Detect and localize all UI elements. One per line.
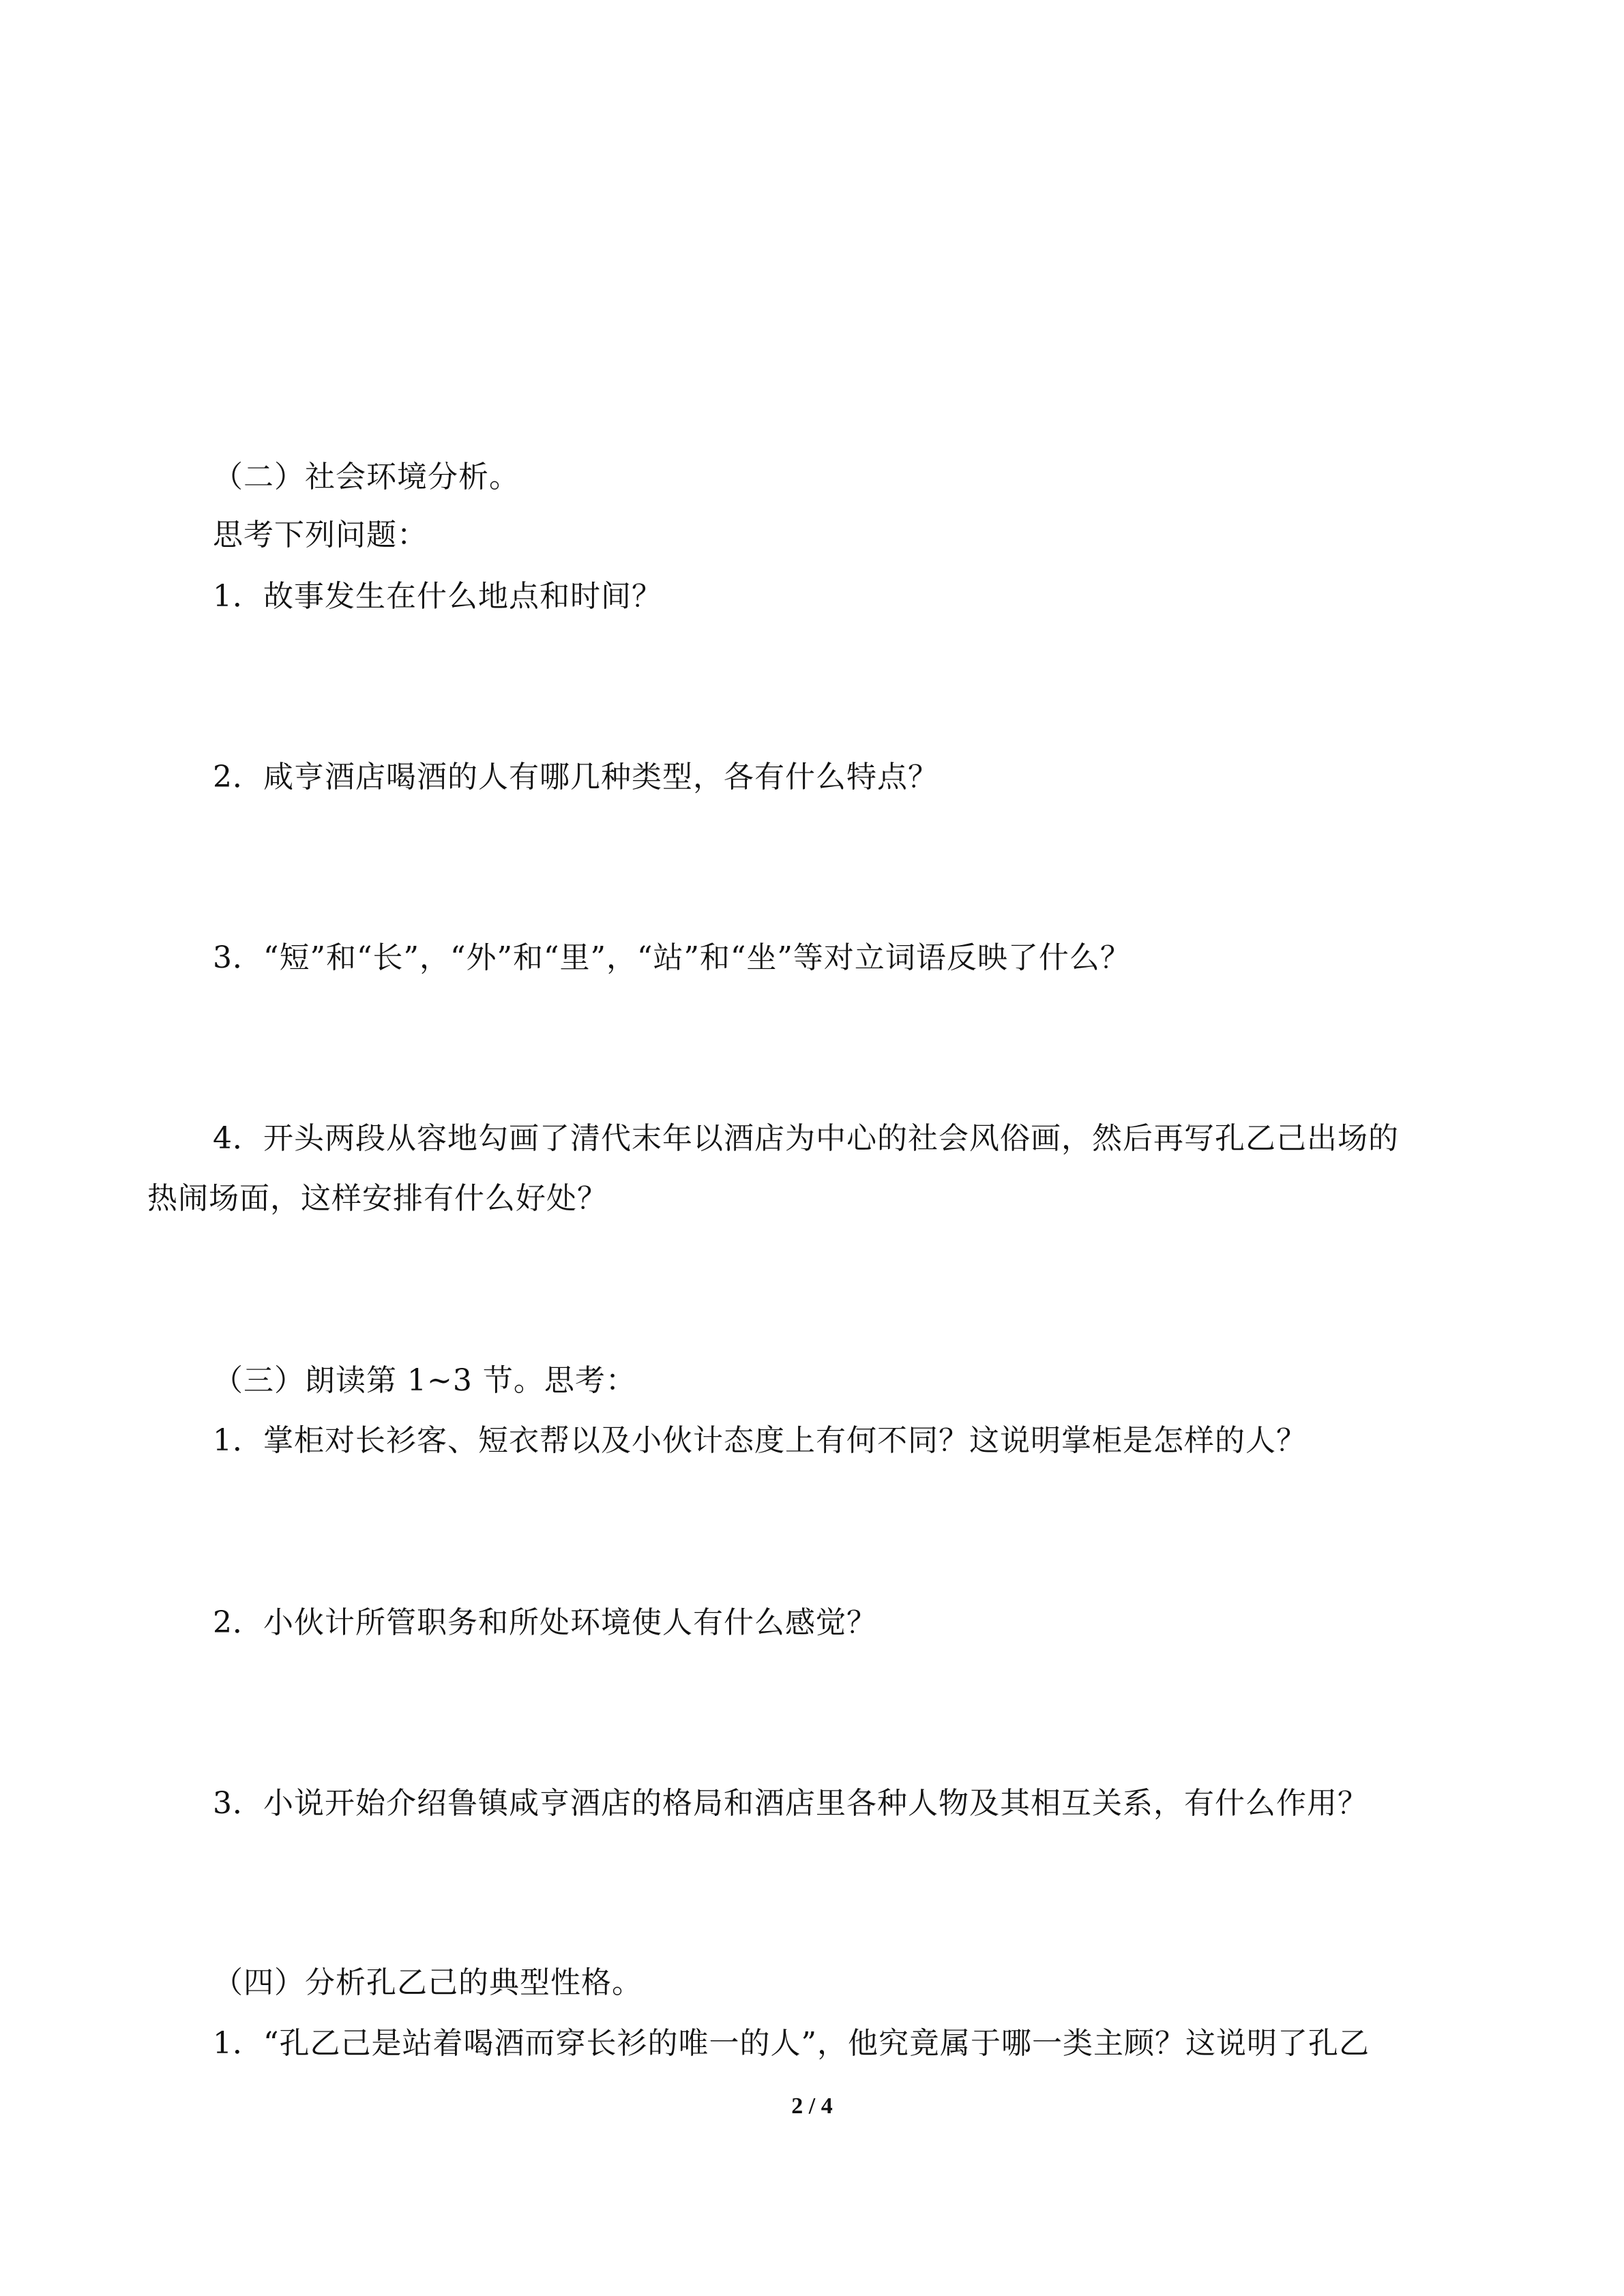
- section-4-heading: （四）分析孔乙己的典型性格。: [213, 1965, 643, 2000]
- section-2-question-4-line-1: 4．开头两段从容地勾画了清代末年以酒店为中心的社会风俗画，然后再写孔乙己出场的: [213, 1121, 1399, 1156]
- section-3-question-3: 3．小说开始介绍鲁镇咸亨酒店的格局和酒店里各种人物及其相互关系，有什么作用？: [213, 1786, 1368, 1821]
- section-3-question-1: 1．掌柜对长衫客、短衣帮以及小伙计态度上有何不同？这说明掌柜是怎样的人？: [213, 1423, 1307, 1458]
- section-2-question-2: 2．咸亨酒店喝酒的人有哪几种类型，各有什么特点？: [213, 760, 939, 794]
- section-4-question-1: 1．“孔乙己是站着喝酒而穿长衫的唯一的人”，他究竟属于哪一类主顾？这说明了孔乙: [213, 2026, 1370, 2061]
- section-2-question-1: 1．故事发生在什么地点和时间？: [213, 579, 662, 614]
- section-2-question-3: 3．“短”和“长”，“外”和“里”，“站”和“坐”等对立词语反映了什么？: [213, 940, 1131, 975]
- section-3-heading: （三）朗读第 1~3 节。思考：: [213, 1363, 636, 1398]
- page-number: 2 / 4: [791, 2093, 833, 2119]
- section-2-heading: （二）社会环境分析。: [213, 460, 520, 494]
- section-3-question-2: 2．小伙计所管职务和所处环境使人有什么感觉？: [213, 1605, 877, 1640]
- section-2-question-4-line-2: 热闹场面，这样安排有什么好处？: [147, 1181, 608, 1216]
- section-2-intro: 思考下列问题：: [213, 518, 428, 552]
